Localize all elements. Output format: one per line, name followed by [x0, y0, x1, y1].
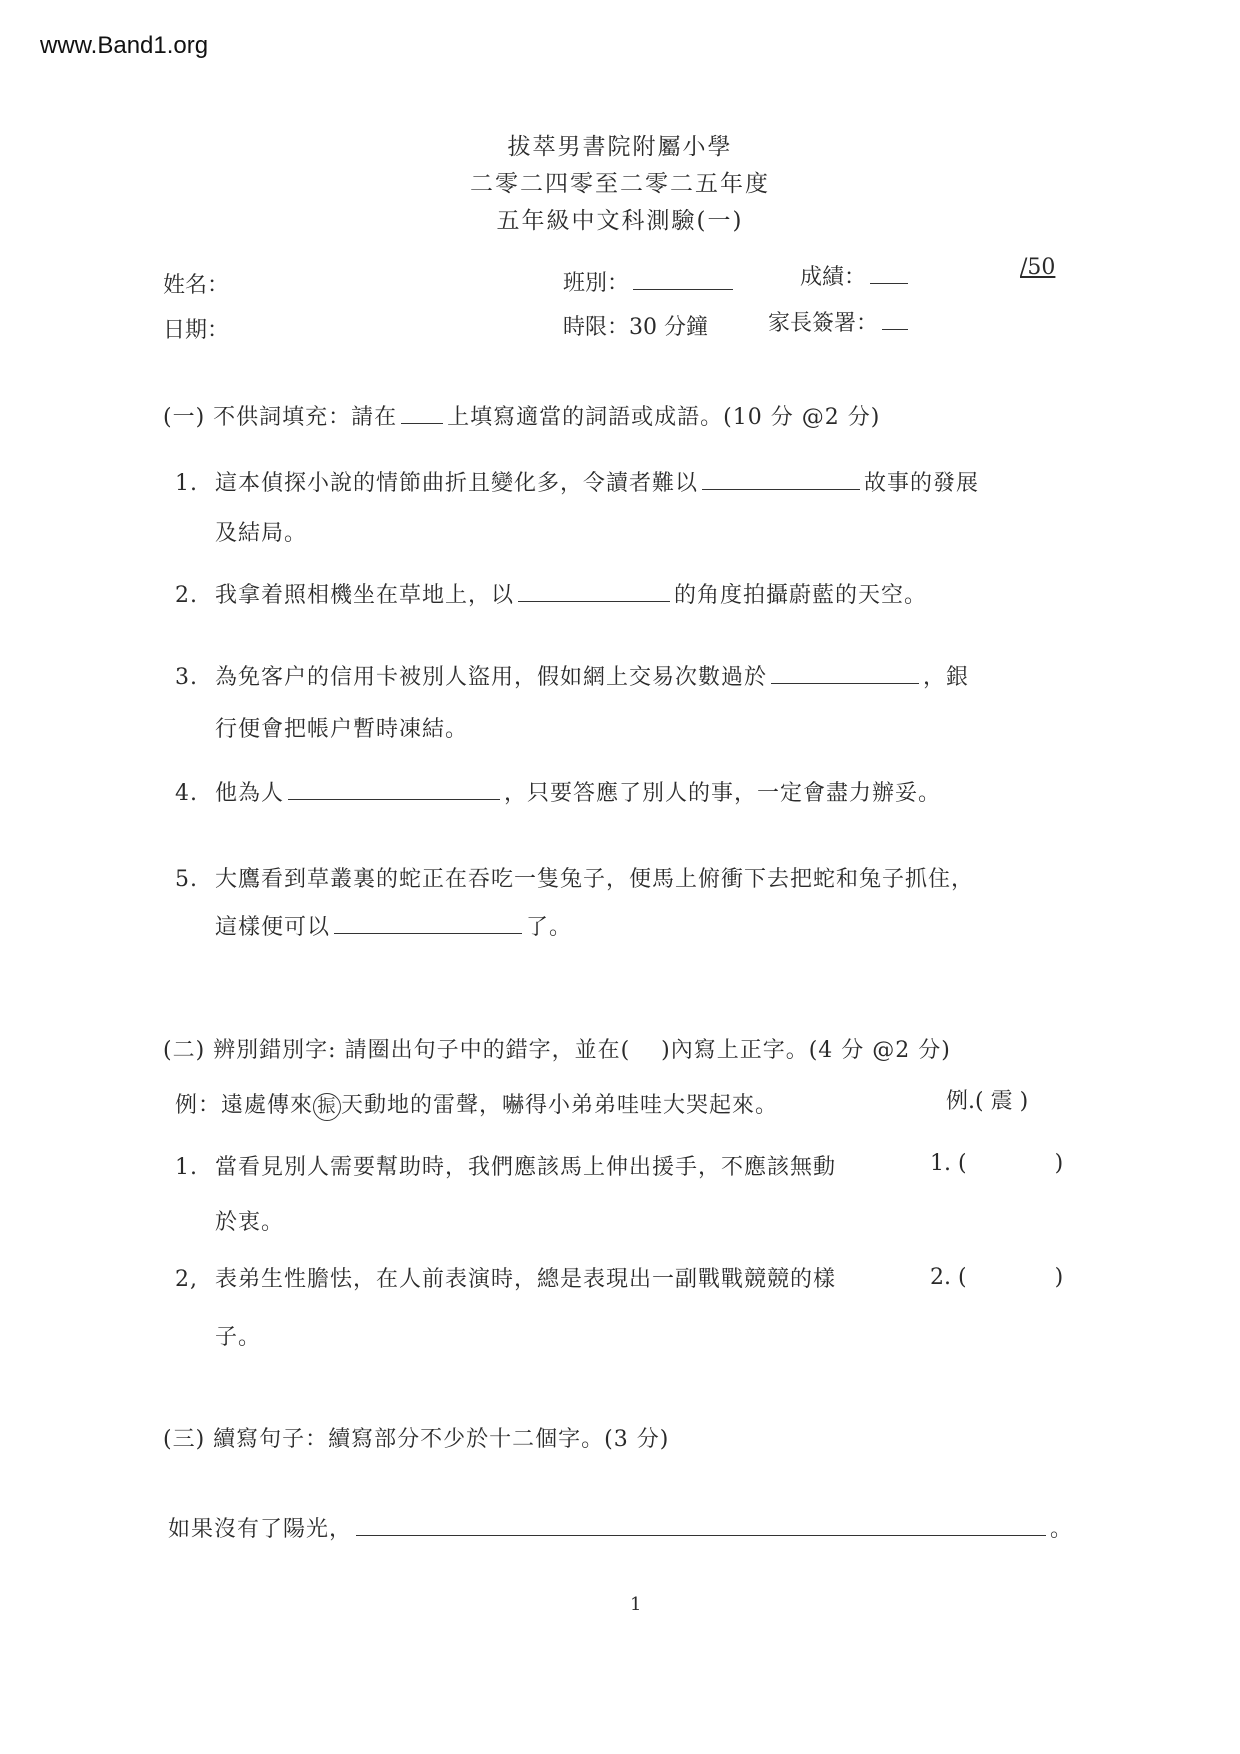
section2-q1-answer-box: 1. ( )	[930, 1151, 1064, 1176]
section1-q5-line2: 這樣便可以 了。	[215, 910, 572, 941]
section2-q1-line2: 於衷。	[215, 1210, 285, 1235]
section3-prompt: 如果沒有了陽光， 。	[168, 1512, 1073, 1543]
test-title: 五年級中文科測驗(一)	[496, 208, 744, 234]
section1-q3-line2: 行便會把帳户暫時凍結。	[215, 717, 469, 742]
score-field: 成績：	[800, 260, 912, 291]
section2-q2-answer-box: 2. ( )	[930, 1265, 1064, 1290]
section1-q2: 2. 我拿着照相機坐在草地上，以 的角度拍攝蔚藍的天空。	[175, 578, 927, 609]
score-total: /50	[1020, 255, 1056, 280]
section2-title: (二) 辨別錯別字: 請圈出句子中的錯字，並在( )內寫上正字。(4 分 @2 分)	[163, 1038, 951, 1063]
page-number: 1	[630, 1594, 642, 1615]
time-limit: 時限：30 分鐘	[563, 315, 708, 340]
parent-signature-field: 家長簽署：	[768, 306, 912, 337]
section1-q4: 4. 他為人 ，只要答應了別人的事，一定會盡力辦妥。	[175, 776, 941, 807]
school-year: 二零二四零至二零二五年度	[470, 171, 770, 197]
section1-q5-line1: 5. 大鷹看到草叢裏的蛇正在吞吃一隻兔子，便馬上俯衝下去把蛇和兔子抓住，	[175, 867, 975, 892]
section2-q2-line1: 2, 表弟生性膽怯，在人前表演時，總是表現出一副戰戰競競的樣	[175, 1267, 837, 1292]
date-label: 日期：	[163, 318, 230, 343]
watermark-url: www.Band1.org	[40, 32, 209, 59]
section2-example: 例：遠處傳來 振 天動地的雷聲，嚇得小弟弟哇哇大哭起來。	[175, 1088, 778, 1121]
section1-q1-line2: 及結局。	[215, 521, 308, 546]
section1-q1-line1: 1. 這本偵探小說的情節曲折且變化多，令讀者難以 故事的發展	[175, 466, 979, 497]
section1-title: (一) 不供詞填充：請在 上填寫適當的詞語或成語。(10 分 @2 分)	[163, 400, 880, 431]
section2-q1-line1: 1. 當看見別人需要幫助時，我們應該馬上伸出援手，不應該無動	[175, 1155, 837, 1180]
section2-example-answer: 例.( 震 )	[946, 1089, 1029, 1114]
section1-q3-line1: 3. 為免客户的信用卡被別人盜用，假如網上交易次數過於 ，銀	[175, 660, 969, 691]
section2-q2-line2: 子。	[215, 1325, 262, 1350]
section3-title: (三) 續寫句子：續寫部分不少於十二個字。(3 分)	[163, 1427, 670, 1452]
name-label: 姓名：	[163, 273, 230, 298]
school-name: 拔萃男書院附屬小學	[507, 134, 733, 160]
class-field: 班別：	[563, 266, 737, 297]
circled-wrong-char: 振	[313, 1093, 341, 1121]
